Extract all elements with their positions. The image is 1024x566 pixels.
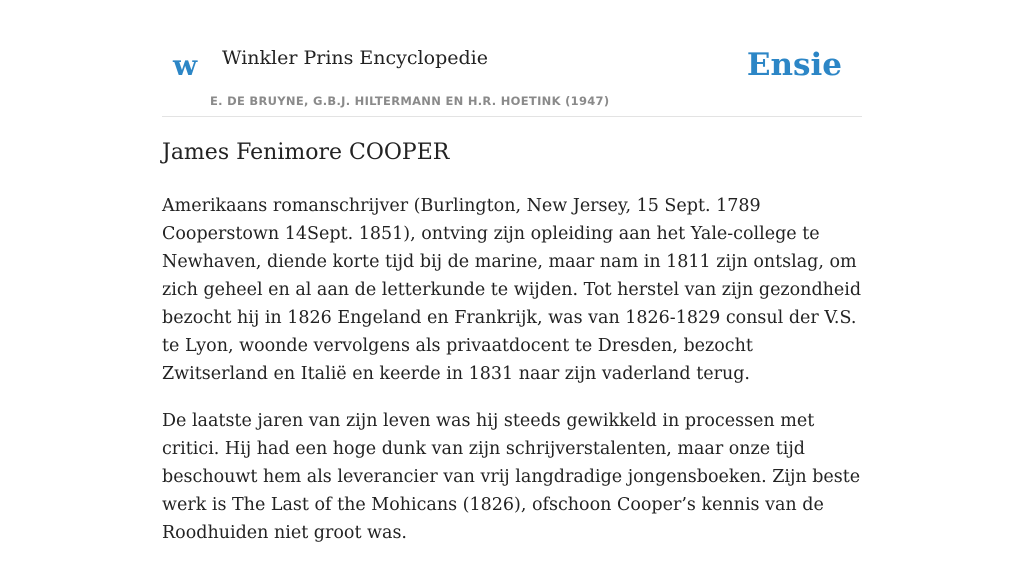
article-paragraph-1: Amerikaans romanschrijver (Burlington, New Jersey, 15 Sept. 1789 Cooperstown 14Sept. 1851), ontving zijn opleiding aan het Yale-college te Newhaven, diende korte tijd bij de marine, maar nam in 1811 zijn ontslag, om zich geheel en al aan de letterkunde te wijden. Tot herstel van zijn gezondheid bezocht hij in 1826 Engeland en Frankrijk, was van 1826-1829 consul der V.S. te Lyon, woonde vervolgens als privaatdocent te Dresden, bezocht Zwitserland en Italië en keerde in 1831 naar zijn vaderland terug. (162, 196, 862, 384)
ensie-logo[interactable]: Ensie (746, 47, 842, 83)
article-body (162, 192, 862, 566)
article-paragraph-2: De laatste jaren van zijn leven was hij steeds gewikkeld in processen met critici. Hij had een hoge dunk van zijn schrijverstalenten, maar onze tijd beschouwt hem als leverancier van vrij langdradige jongensboeken. Zijn beste werk is The Last of the Mohicans (1826), ofschoon Cooper’s kennis van de Roodhuiden niet groot was. (162, 411, 861, 543)
site-title[interactable]: Winkler Prins Encyclopedie (222, 47, 488, 69)
edition-subtitle: E. DE BRUYNE, G.B.J. HILTERMANN EN H.R. HOETINK (1947) (210, 94, 610, 108)
page (162, 0, 862, 543)
entry-title: James Fenimore COOPER (162, 140, 450, 165)
winkler-prins-logo-icon[interactable]: w (173, 49, 198, 82)
site-header (162, 0, 862, 117)
